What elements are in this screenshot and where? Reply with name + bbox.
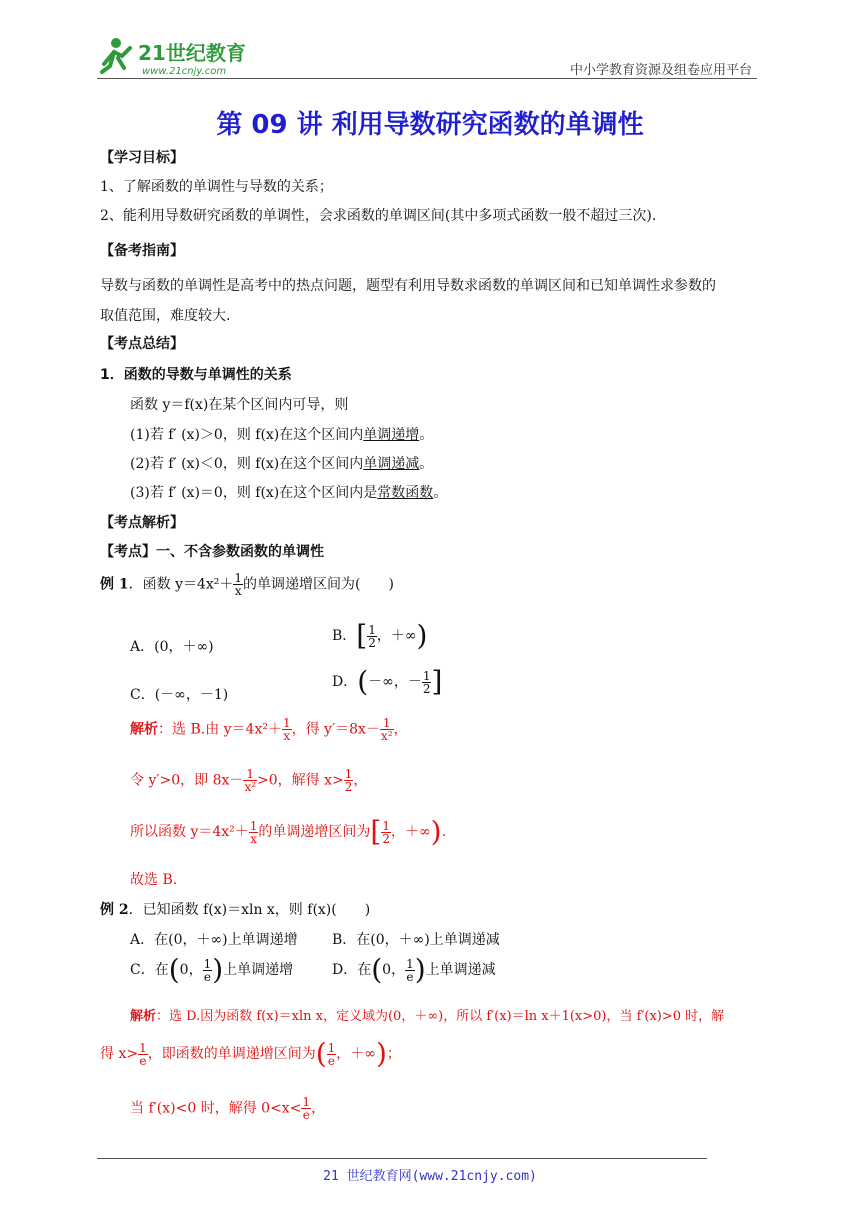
example-1-solution-line-1: 解析：选 B.由 y＝4x²＋ $\frac{1}{x}$ ，得 y′＝8x－ $\frac{1}{\text{x²}}$ ，	[130, 716, 408, 743]
header-platform-text: 中小学教育资源及组卷应用平台	[569, 63, 752, 78]
goal-2: 2、能利用导数研究函数的单调性，会求函数的单调区间(其中多项式函数一般不超过三次).	[100, 208, 657, 224]
example-2-stem: 例 2．已知函数 f(x)＝xln x，则 f(x)( )	[100, 902, 371, 918]
site-logo	[96, 34, 266, 78]
summary-rule-1: (1)若 f′ (x)＞0，则 f(x)在这个区间内单调递增。	[130, 427, 434, 443]
summary-item-1: 1．函数的导数与单调性的关系	[100, 367, 292, 383]
logo-url: www.21cnjy.com	[142, 66, 227, 77]
example-1-option-a: A．(0，＋∞)	[130, 639, 214, 655]
goal-1: 1、了解函数的单调性与导数的关系；	[100, 179, 333, 195]
point-heading: 【考点】一、不含参数函数的单调性	[100, 544, 324, 560]
example-1-option-b: B．[ $\frac{1}{2}$ ，＋∞)	[332, 619, 428, 652]
runner-icon	[102, 38, 130, 72]
summary-rule-3: (3)若 f′ (x)＝0，则 f(x)在这个区间内是常数函数。	[130, 485, 448, 501]
analysis-heading: 【考点解析】	[100, 515, 184, 531]
example-1-solution-line-3: 所以函数 y＝4x²＋ $\frac{1}{x}$ 的单调递增区间为[ $\frac{1}{2}$ ，＋∞).	[130, 815, 447, 848]
example-1-solution-line-4: 故选 B.	[130, 872, 178, 888]
example-2-option-a: A．在(0，＋∞)上单调递增	[130, 932, 298, 948]
example-1-option-d: D．(－∞，－ $\frac{1}{2}$ ]	[332, 665, 443, 698]
example-1-solution-line-2: 令 y′>0，即 8x－ $\frac{1}{\text{x²}}$ >0，解得 x> $\frac{1}{2}$ ，	[130, 767, 368, 794]
example-2-solution-line-2: 得 x> $\frac{1}{e}$ ，即函数的单调递增区间为( $\frac{1}{e}$ ，＋∞)；	[100, 1037, 401, 1070]
summary-heading: 【考点总结】	[100, 336, 184, 352]
example-2-option-c: C．在(0， $\frac{1}{e}$ )上单调递增	[130, 953, 294, 986]
goals-heading: 【学习目标】	[100, 150, 184, 166]
guide-line-1: 导数与函数的单调性是高考中的热点问题，题型有利用导数求函数的单调区间和已知单调性求参数的	[100, 278, 716, 294]
header-divider	[97, 78, 757, 79]
logo-text: 21世纪教育	[138, 41, 246, 65]
example-2-option-b: B．在(0，＋∞)上单调递减	[332, 932, 500, 948]
example-2-solution-line-1: 解析：选 D.因为函数 f(x)＝xln x，定义域为(0，＋∞)，所以 f′(x)＝ln x＋1(x>0)，当 f′(x)>0 时，解	[130, 1009, 725, 1024]
page-title: 第 09 讲 利用导数研究函数的单调性	[216, 110, 644, 140]
footer-divider	[97, 1158, 707, 1159]
example-2-solution-line-3: 当 f′(x)<0 时，解得 0<x< $\frac{1}{e}$ ，	[130, 1095, 326, 1122]
summary-intro: 函数 y＝f(x)在某个区间内可导，则	[130, 397, 349, 413]
footer-text: 21 世纪教育网(www.21cnjy.com)	[323, 1169, 537, 1184]
example-1-stem: 例 1．函数 y＝4x²＋ $\frac{1}{x}$ 的单调递增区间为( )	[100, 571, 394, 598]
guide-line-2: 取值范围，难度较大.	[100, 308, 231, 324]
example-1-option-c: C．(－∞，－1)	[130, 687, 229, 703]
guide-heading: 【备考指南】	[100, 243, 184, 259]
summary-rule-2: (2)若 f′ (x)＜0，则 f(x)在这个区间内单调递减。	[130, 456, 434, 472]
example-2-option-d: D．在(0， $\frac{1}{e}$ )上单调递减	[332, 953, 496, 986]
